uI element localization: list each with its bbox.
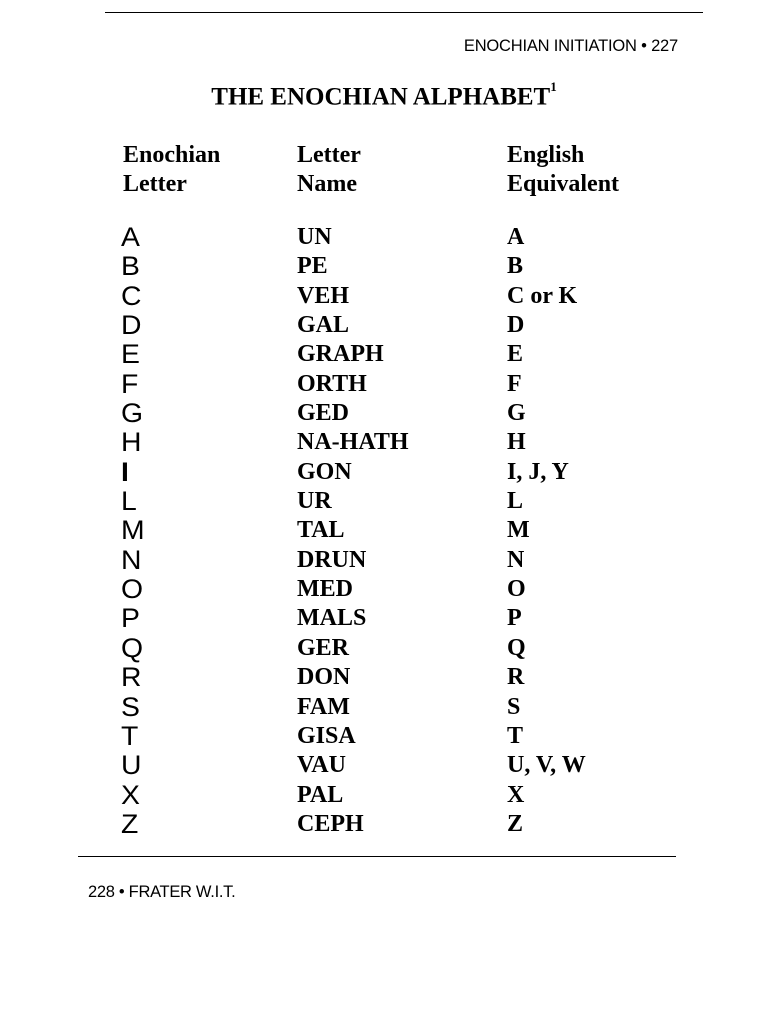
letter-name: VEH <box>297 282 350 309</box>
table-row <box>0 546 768 575</box>
english-equivalent: T <box>507 722 524 749</box>
english-equivalent: C or K <box>507 282 578 309</box>
english-equivalent: O <box>507 576 526 603</box>
table-row <box>0 282 768 311</box>
header-letter-name <box>297 141 361 198</box>
table-row <box>0 781 768 810</box>
enochian-letter: N <box>121 544 142 575</box>
letter-name: GER <box>297 634 350 661</box>
table-row <box>0 810 768 839</box>
table-row <box>0 751 768 780</box>
enochian-letter: R <box>121 662 142 693</box>
header-line: English <box>507 142 585 168</box>
english-equivalent: R <box>507 664 525 691</box>
enochian-letter: A <box>121 222 140 252</box>
header-enochian-letter <box>123 141 220 198</box>
english-equivalent: H <box>507 429 526 456</box>
letter-name: TAL <box>297 517 345 544</box>
enochian-letter: L <box>121 486 137 517</box>
english-equivalent: M <box>507 517 530 544</box>
letter-name: CEPH <box>297 810 364 837</box>
enochian-letter: O <box>121 574 144 605</box>
english-equivalent: D <box>507 312 525 339</box>
alphabet-table <box>0 223 768 839</box>
english-equivalent: A <box>507 224 525 250</box>
letter-name: NA-HATH <box>297 429 409 456</box>
english-equivalent: F <box>507 370 522 397</box>
english-equivalent: Z <box>507 810 524 837</box>
page-footer: 228 • FRATER W.I.T. <box>88 883 236 901</box>
enochian-letter: Z <box>121 808 139 839</box>
table-row <box>0 428 768 457</box>
english-equivalent: U, V, W <box>507 752 586 779</box>
english-equivalent: N <box>507 546 525 573</box>
header-line: Enochian <box>123 142 221 168</box>
letter-name: DRUN <box>297 546 367 573</box>
english-equivalent: B <box>507 253 524 280</box>
header-line: Name <box>297 170 357 197</box>
top-rule <box>105 12 703 13</box>
page-title <box>0 79 768 111</box>
table-row <box>0 399 768 428</box>
table-row <box>0 604 768 633</box>
english-equivalent: L <box>507 488 524 515</box>
letter-name: MALS <box>297 605 367 632</box>
table-row <box>0 340 768 369</box>
letter-name: GRAPH <box>297 341 384 368</box>
enochian-letter: F <box>121 368 139 399</box>
table-row <box>0 458 768 487</box>
table-row <box>0 311 768 340</box>
enochian-letter: G <box>121 398 144 429</box>
header-line: Letter <box>123 170 187 197</box>
letter-name: UN <box>297 224 332 250</box>
enochian-letter: D <box>121 310 142 341</box>
table-row <box>0 370 768 399</box>
table-row <box>0 516 768 545</box>
english-equivalent: G <box>507 400 526 427</box>
letter-name: GISA <box>297 722 356 749</box>
letter-name: VAU <box>297 752 346 779</box>
english-equivalent: X <box>507 781 525 808</box>
letter-name: GED <box>297 400 350 427</box>
enochian-letter: Q <box>121 632 144 663</box>
table-row <box>0 575 768 604</box>
footnote-mark: 1 <box>550 79 557 94</box>
table-row <box>0 487 768 516</box>
header-english-equivalent <box>507 141 619 198</box>
letter-name: PE <box>297 253 328 280</box>
header-line: Equivalent <box>507 170 620 197</box>
table-row <box>0 663 768 692</box>
title-text: THE ENOCHIAN ALPHABET <box>211 83 551 111</box>
letter-name: UR <box>297 488 332 515</box>
enochian-letter: M <box>121 515 145 546</box>
enochian-letter: U <box>121 750 142 781</box>
running-head: ENOCHIAN INITIATION • 227 <box>463 37 678 55</box>
letter-name: GON <box>297 458 352 485</box>
letter-name: GAL <box>297 312 350 339</box>
enochian-letter: I <box>121 456 129 487</box>
table-row <box>0 252 768 281</box>
letter-name: FAM <box>297 693 350 720</box>
enochian-letter: C <box>121 280 142 311</box>
table-row <box>0 722 768 751</box>
letter-name: MED <box>297 576 353 603</box>
english-equivalent: P <box>507 605 522 632</box>
enochian-letter: P <box>121 603 140 634</box>
enochian-letter: X <box>121 779 140 810</box>
table-row <box>0 223 768 252</box>
table-row <box>0 693 768 722</box>
header-line: Letter <box>297 142 361 168</box>
table-row <box>0 634 768 663</box>
letter-name: PAL <box>297 781 344 808</box>
enochian-letter: B <box>121 251 140 282</box>
english-equivalent: S <box>507 693 521 720</box>
enochian-letter: E <box>121 339 140 370</box>
english-equivalent: Q <box>507 634 526 661</box>
enochian-letter: H <box>121 427 142 458</box>
enochian-letter: T <box>121 720 139 751</box>
english-equivalent: I, J, Y <box>507 458 569 485</box>
bottom-rule <box>78 856 676 857</box>
english-equivalent: E <box>507 341 524 368</box>
enochian-letter: S <box>121 691 140 722</box>
letter-name: ORTH <box>297 370 367 397</box>
letter-name: DON <box>297 664 351 691</box>
